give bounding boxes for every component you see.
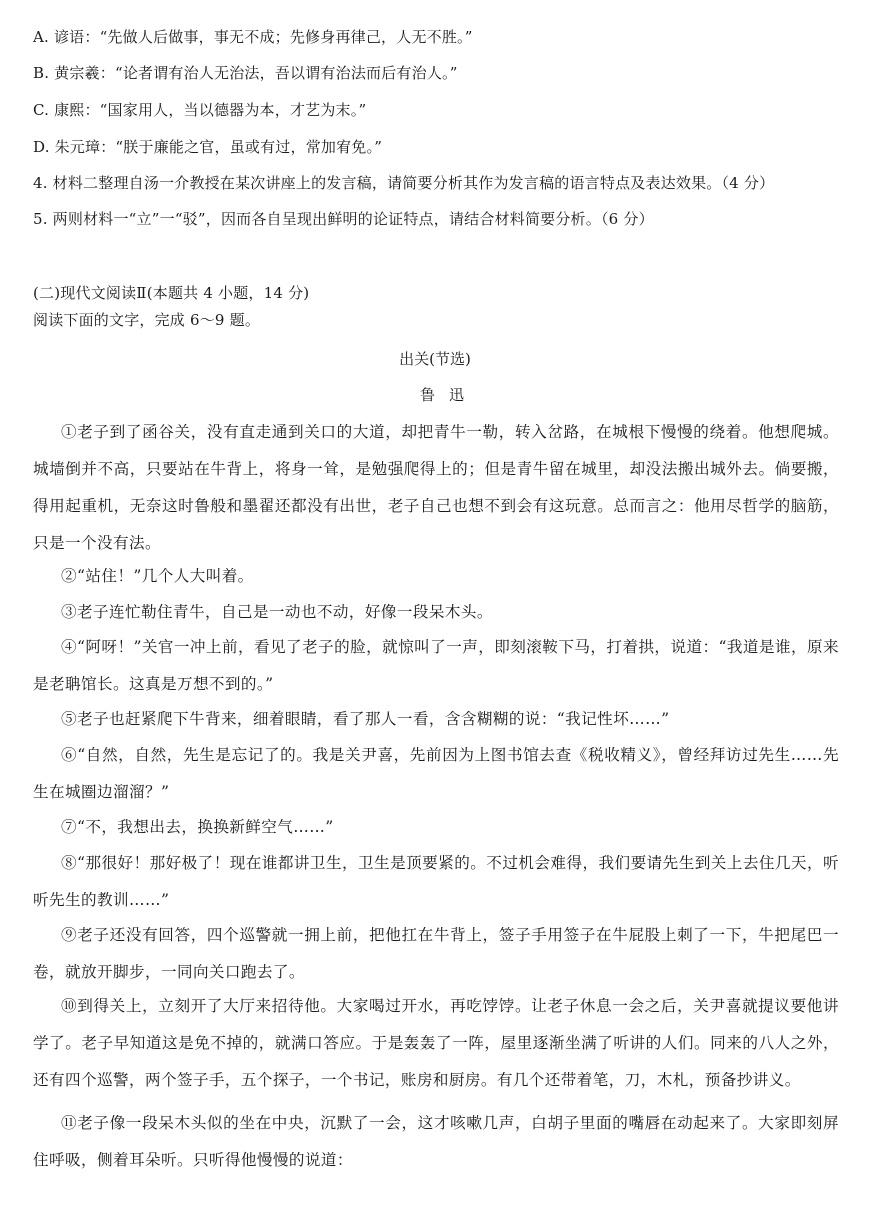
paragraph-10: ⑩到得关上，立刻开了大厅来招待他。大家喝过开水，再吃饽饽。让老子休息一会之后，关尹喜就提议要他讲学了。老子早知道这是免不掉的，就满口答应。于是轰轰了一阵，屋里逐渐坐满了听讲的人们。同来的八人之外，还有四个巡警，两个签子手，五个探子，一个书记，账房和厨房。有几个还带着笔，刀，木札，预备抄讲义。 bbox=[33, 997, 839, 1089]
paragraph-8: ⑧“那很好！那好极了！现在谁都讲卫生，卫生是顶要紧的。不过机会难得，我们要请先生到关上去住几天，听听先生的教训……” bbox=[33, 854, 839, 909]
section-instruction: 阅读下面的文字，完成 6～9 题。 bbox=[33, 311, 261, 329]
paragraph-7: ⑦“不，我想出去，换换新鲜空气……” bbox=[61, 818, 334, 836]
section-heading: (二)现代文阅读Ⅱ(本题共 4 小题，14 分) bbox=[33, 284, 310, 302]
paragraph-2: ②“站住！”几个人大叫着。 bbox=[61, 567, 254, 585]
paragraph-4: ④“阿呀！”关官一冲上前，看见了老子的脸，就惊叫了一声，即刻滚鞍下马，打着拱，说道：“我道是谁，原来是老聃馆长。这真是万想不到的。” bbox=[33, 638, 839, 693]
option-b: B. 黄宗羲：“论者谓有治人无治法，吾以谓有治法而后有治人。” bbox=[33, 64, 458, 82]
option-c: C. 康熙：“国家用人，当以德器为本，才艺为末。” bbox=[33, 101, 367, 119]
question-4: 4. 材料二整理自汤一介教授在某次讲座上的发言稿，请简要分析其作为发言稿的语言特点及表达效果。（4 分） bbox=[33, 174, 775, 192]
article-author: 鲁迅 bbox=[419, 386, 478, 404]
article-title: 出关(节选) bbox=[399, 350, 471, 368]
paragraph-5: ⑤老子也赶紧爬下牛背来，细着眼睛，看了那人一看，含含糊糊的说：“我记性坏……” bbox=[61, 710, 670, 728]
paragraph-1: ①老子到了函谷关，没有直走通到关口的大道，却把青牛一勒，转入岔路，在城根下慢慢的绕着。他想爬城。城墙倒并不高，只要站在牛背上，将身一耸，是勉强爬得上的；但是青牛留在城里，却没法搬出城外去。倘要搬，得用起重机，无奈这时鲁般和墨翟还都没有出世，老子自己也想不到会有这玩意。总而言之：他用尽哲学的脑筋，只是一个没有法。 bbox=[33, 423, 839, 552]
option-a: A. 谚语：“先做人后做事，事无不成；先修身再律己，人无不胜。” bbox=[33, 28, 473, 46]
paragraph-9: ⑨老子还没有回答，四个巡警就一拥上前，把他扛在牛背上，签子手用签子在牛屁股上刺了一下，牛把尾巴一卷，就放开脚步，一同向关口跑去了。 bbox=[33, 926, 839, 981]
question-5: 5. 两则材料一“立”一“驳”，因而各自呈现出鲜明的论证特点，请结合材料简要分析。（6 分） bbox=[33, 210, 654, 228]
paragraph-6: ⑥“自然，自然，先生是忘记了的。我是关尹喜，先前因为上图书馆去查《税收精义》，曾经拜访过先生……先生在城圈边溜溜？” bbox=[33, 746, 839, 801]
paragraph-11: ⑪老子像一段呆木头似的坐在中央，沉默了一会，这才咳嗽几声，白胡子里面的嘴唇在动起来了。大家即刻屏住呼吸，侧着耳朵听。只听得他慢慢的说道： bbox=[33, 1114, 839, 1169]
option-d: D. 朱元璋：“朕于廉能之官，虽或有过，常加宥免。” bbox=[33, 138, 383, 156]
paragraph-3: ③老子连忙勒住青牛，自己是一动也不动，好像一段呆木头。 bbox=[61, 603, 493, 621]
